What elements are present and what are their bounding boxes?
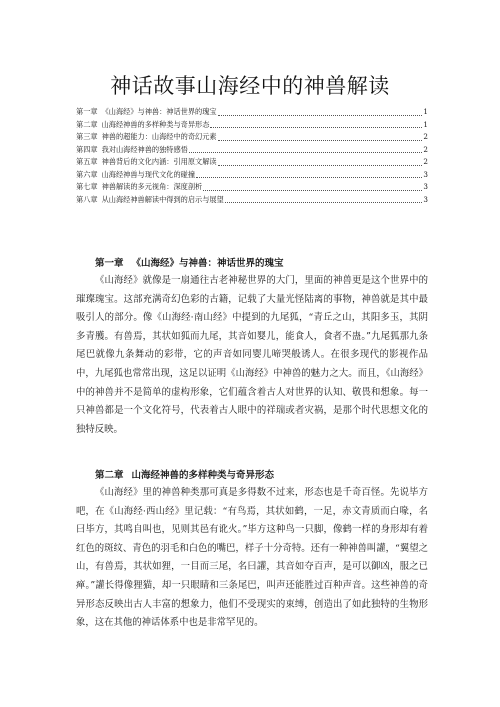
document-title: 神话故事山海经中的神兽解读	[110, 74, 390, 98]
toc-leader-dots	[210, 126, 422, 128]
toc-entry[interactable]	[76, 169, 428, 182]
toc-entry[interactable]	[76, 106, 428, 119]
toc-entry-title: 从山海经神兽解读中得到的启示与展望	[101, 194, 224, 204]
toc-leader-dots	[218, 164, 423, 166]
toc-leader-dots	[196, 176, 422, 178]
section-heading-text: 《山海经》与神兽：神话世界的瑰宝	[131, 258, 284, 269]
toc-chapter-number: 第六章	[76, 169, 98, 179]
toc-leader-dots	[203, 189, 422, 191]
toc-entry[interactable]	[76, 144, 428, 157]
section-chapter-label: 第一章	[95, 258, 124, 269]
toc-entry-title: 神兽的超能力：山海经中的奇幻元素	[101, 132, 217, 141]
toc-page-number: 3	[423, 182, 428, 191]
chapter-section	[76, 468, 428, 633]
toc-page-number: 2	[423, 144, 428, 154]
chapter-section	[76, 256, 428, 439]
body-paragraph: 《山海经》就像是一扇通往古老神秘世界的大门，里面的神兽更是这个世界中的璀璨瑰宝。这部充满奇幻色彩的古籍，记载了大量光怪陆离的事物，神兽就是其中最吸引人的部分。像《山海经·南山经》中提到的九尾狐，“青丘之山，其阳多玉，其阴多青雘。有兽焉，其状如狐而九尾，其音如婴儿，能食人，食者不蛊。”九尾狐那九条尾巴就像九条舞动的彩带，它的声音如同婴儿啼哭般诱人。在很多现代的影视作品中，九尾狐也常常出现，这足以证明《山海经》中神兽的魅力之大。而且，《山海经》中的神兽并不是简单的虚构形象，它们蕴含着古人对世界的认知、敬畏和想象。每一只神兽都是一个文化符号，代表着古人眼中的祥瑞或者灾祸，是那个时代思想文化的独特反映。	[76, 275, 428, 435]
toc-leader-dots	[218, 139, 423, 141]
toc-chapter-number: 第四章	[76, 144, 98, 154]
toc-chapter-number: 第八章	[76, 194, 98, 204]
section-heading	[76, 468, 428, 484]
toc-entry-title: 神兽背后的文化内涵：引用原文解读	[101, 157, 217, 166]
toc-entry[interactable]	[76, 119, 428, 132]
toc-entry-title: 山海经神兽的多样种类与奇异形态	[101, 119, 210, 129]
toc-chapter-number: 第一章	[76, 107, 98, 116]
toc-chapter-number: 第五章	[76, 157, 98, 166]
toc-page-number: 1	[423, 119, 428, 129]
section-chapter-label: 第二章	[95, 470, 124, 481]
toc-entry-title: 我对山海经神兽的独特感悟	[101, 144, 188, 154]
section-heading-text: 山海经神兽的多样种类与奇异形态	[131, 470, 275, 481]
toc-entry[interactable]	[76, 131, 428, 144]
toc-entry[interactable]	[76, 181, 428, 194]
toc-page-number: 3	[423, 194, 428, 204]
toc-page-number: 3	[423, 169, 428, 179]
body-paragraph: 《山海经》里的神兽种类那可真是多得数不过来，形态也是千奇百怪。先说毕方吧，在《山海经·西山经》里记载：“有鸟焉，其状如鹤，一足，赤文青质而白喙，名曰毕方，其鸣自叫也，见则其邑有讹火。”毕方这种鸟一只脚，像鹤一样的身形却有着红色的斑纹、青色的羽毛和白色的嘴巴，样子十分奇特。还有一种神兽叫讙，“翼望之山，有兽焉，其状如狸，一目而三尾，名曰讙，其音如夺百声，是可以御凶，服之已瘅。”讙长得像狸猫，却一只眼睛和三条尾巴，叫声还能胜过百种声音。这些神兽的奇异形态反映出古人丰富的想象力，他们不受现实的束缚，创造出了如此独特的生物形象，这在其他的神话体系中也是非常罕见的。	[76, 487, 428, 629]
toc-entry-title: 山海经神兽与现代文化的碰撞	[101, 169, 196, 179]
toc-entry-title: 神兽解读的多元视角：深度剖析	[101, 182, 203, 191]
toc-entry-title: 《山海经》与神兽：神话世界的瑰宝	[101, 107, 217, 116]
table-of-contents	[76, 106, 428, 206]
toc-leader-dots	[189, 151, 423, 153]
toc-page-number: 2	[423, 132, 428, 141]
toc-entry[interactable]	[76, 194, 428, 207]
toc-chapter-number: 第二章	[76, 119, 98, 129]
toc-leader-dots	[218, 114, 423, 116]
toc-leader-dots	[225, 201, 423, 203]
toc-chapter-number: 第七章	[76, 182, 98, 191]
toc-page-number: 1	[423, 107, 428, 116]
section-heading	[76, 256, 428, 272]
toc-chapter-number: 第三章	[76, 132, 98, 141]
toc-entry[interactable]	[76, 156, 428, 169]
toc-page-number: 2	[423, 157, 428, 166]
